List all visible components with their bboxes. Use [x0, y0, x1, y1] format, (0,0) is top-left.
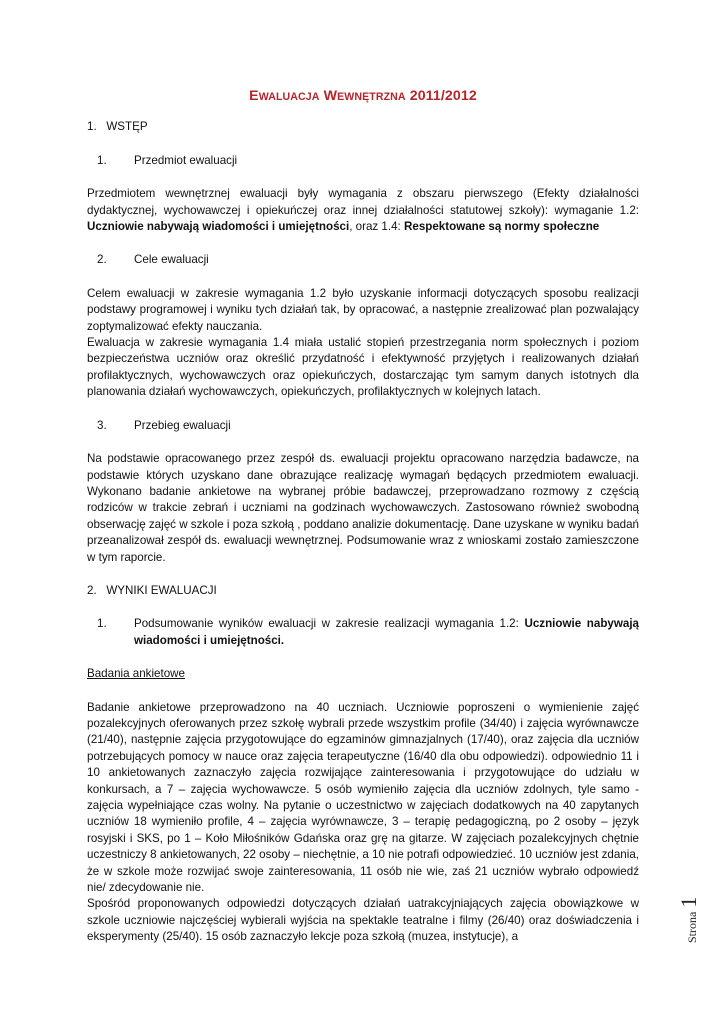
paragraph-activities: Spośród proponowanych odpowiedzi dotyczących działań uatrakcyjniających zajęcia obowiązkowe w szkole uczniowie najczęściej wybierali wyjścia na spektakle teatralne i filmy (26/40) oraz doświadczenia i eksperymenty (25/40). 15 osób zaznaczyło lekcje poza szkołą (muzea, instytucje), a [87, 897, 639, 944]
subsection-number: 3. [97, 418, 107, 432]
subsection-plain-text: Podsumowanie wyników ewaluacji w zakresie realizacji wymagania 1.2: [134, 617, 525, 631]
subsection-label: Cele ewaluacji [134, 253, 209, 267]
subsection-number: 1. [97, 153, 107, 167]
title-year: 2011/2012 [409, 88, 477, 104]
title-initial-1: E [249, 88, 259, 104]
subsection-1-1-heading [87, 153, 639, 169]
section-number: 1. [87, 120, 97, 134]
page-number-label [678, 877, 702, 943]
document-title [87, 88, 639, 105]
paragraph-text: , oraz 1.4: [349, 220, 404, 234]
title-smallcaps-2: EWNĘTRZNA [337, 91, 406, 103]
section-1-heading [87, 119, 639, 135]
subsection-label: Przedmiot ewaluacji [134, 153, 238, 167]
paragraph-survey-results: Badanie ankietowe przeprowadzono na 40 uczniach. Uczniowie poproszeni o wymienienie zajęć pozalekcyjnych oferowanych przez szkołę wybrali przede wszystkim profile (34/40) i zajęcia wyrównawcze (21/40), następnie zajęcia przygotowujące do egzaminów gimnazjalnych (17/40), oraz zajęcia dla uczniów potrzebujących pomocy w nauce oraz zajęcia terapeutyczne (16/40 dla obu odpowiedzi). odpowiednio 11 i 10 ankietowanych zaznaczyło zajęcia rozwijające zainteresowania i przygotowujące do udziału w konkursach, a 7 – zajęcia wychowawcze. 5 osób wymieniło zajęcia dla uczniów zdolnych, tyle samo - zajęcia wypełniające czas wolny. Na pytanie o uczestnictwo w zajęciach dodatkowych na 40 zapytanych uczniów 18 wymieniło profile, 4 – zajęcia wyrównawcze, 3 – terapię pedagogiczną, po 2 osoby – język rosyjski i SKS, po 1 – Koło Miłośników Gdańska oraz grę na gitarze. W zajęciach pozalekcyjnych chętnie uczestniczy 8 ankietowanych, 22 osoby – niechętnie, a 10 nie potrafi odpowiedzieć. 10 uczniów jest zdania, że w szkole może rozwijać swoje zainteresowania, 11 osób nie wie, zaś 21 uczniów wybrało odpowiedź nie/ zdecydowanie nie. [87, 700, 639, 895]
subsection-2-1-heading [87, 616, 639, 649]
section-label: WYNIKI EWALUACJI [106, 583, 217, 597]
footer-word: Strona [685, 911, 699, 943]
page-footer [675, 878, 705, 942]
subsection-text [134, 616, 639, 649]
section-label: WSTĘP [106, 120, 148, 134]
bold-requirement-1-2: Uczniowie nabywają wiadomości i umiejętności [87, 220, 350, 234]
subsection-1-3-heading [87, 418, 639, 434]
paragraph-text: Przedmiotem wewnętrznej ewaluacji były wymagania z obszaru pierwszego (Efekty działalności dydaktycznej, wychowawczej i opiekuńczej oraz innej działalności statutowej szkoły): wymaganie 1.2: [87, 187, 639, 217]
title-initial-2: W [323, 88, 338, 104]
subsection-number: 1. [97, 617, 107, 631]
subsection-number: 2. [97, 253, 107, 267]
paragraph-process: Na podstawie opracowanego przez zespół ds. ewaluacji projektu opracowano narzędzia badawcze, na podstawie których uzyskano dane obrazujące realizację wymagań będących przedmiotem ewaluacji. Wykonano badanie ankietowe na wybranej próbie badawczej, przeprowadzano rozmowy z częścią rodziców w trakcie zebrań i uczniami na godzinach wychowawczych. Zastosowano również swobodną obserwację zajęć w szkole i poza szkołą , poddano analizie dokumentację. Dane uzyskane w wyniku badań przeanalizował zespół ds. ewaluacji wewnętrznej. Podsumowanie wraz z wnioskami zostało zamieszczone w tym raporcie. [87, 452, 639, 564]
paragraph-subject [87, 186, 639, 235]
section-number: 2. [87, 583, 97, 597]
section-2-heading [87, 583, 639, 599]
title-smallcaps-1: WALUACJA [258, 91, 320, 103]
page-number: 1 [676, 896, 701, 908]
subsection-bold-text: Uczniowie nabywają wiadomości i umiejętności. [134, 617, 640, 647]
paragraph-goals-1-2: Celem ewaluacji w zakresie wymagania 1.2 było uzyskanie informacji dotyczących sposobu realizacji podstawy programowej i wyniku tych działań tak, by opracować, a następnie zrealizować plan pozwalający zoptymalizować efekty nauczania. [87, 286, 639, 333]
subsection-1-2-heading [87, 252, 639, 268]
subsection-label: Przebieg ewaluacji [134, 418, 231, 432]
paragraph-goals-1-4: Ewaluacja w zakresie wymagania 1.4 miała ustalić stopień przestrzegania norm społecznych i poziom bezpieczeństwa uczniów oraz określić przydatność i efektywność przyjętych i realizowanych działań profilaktycznych, wychowawczych oraz opiekuńczych, dostarczając tym samym danych istotnych dla planowania działań wychowawczych, opiekuńczych, profilaktycznych w kolejnych latach. [87, 336, 639, 399]
survey-heading: Badania ankietowe [87, 667, 185, 681]
bold-requirement-1-4: Respektowane są normy społeczne [404, 220, 600, 234]
page-content [87, 88, 639, 946]
